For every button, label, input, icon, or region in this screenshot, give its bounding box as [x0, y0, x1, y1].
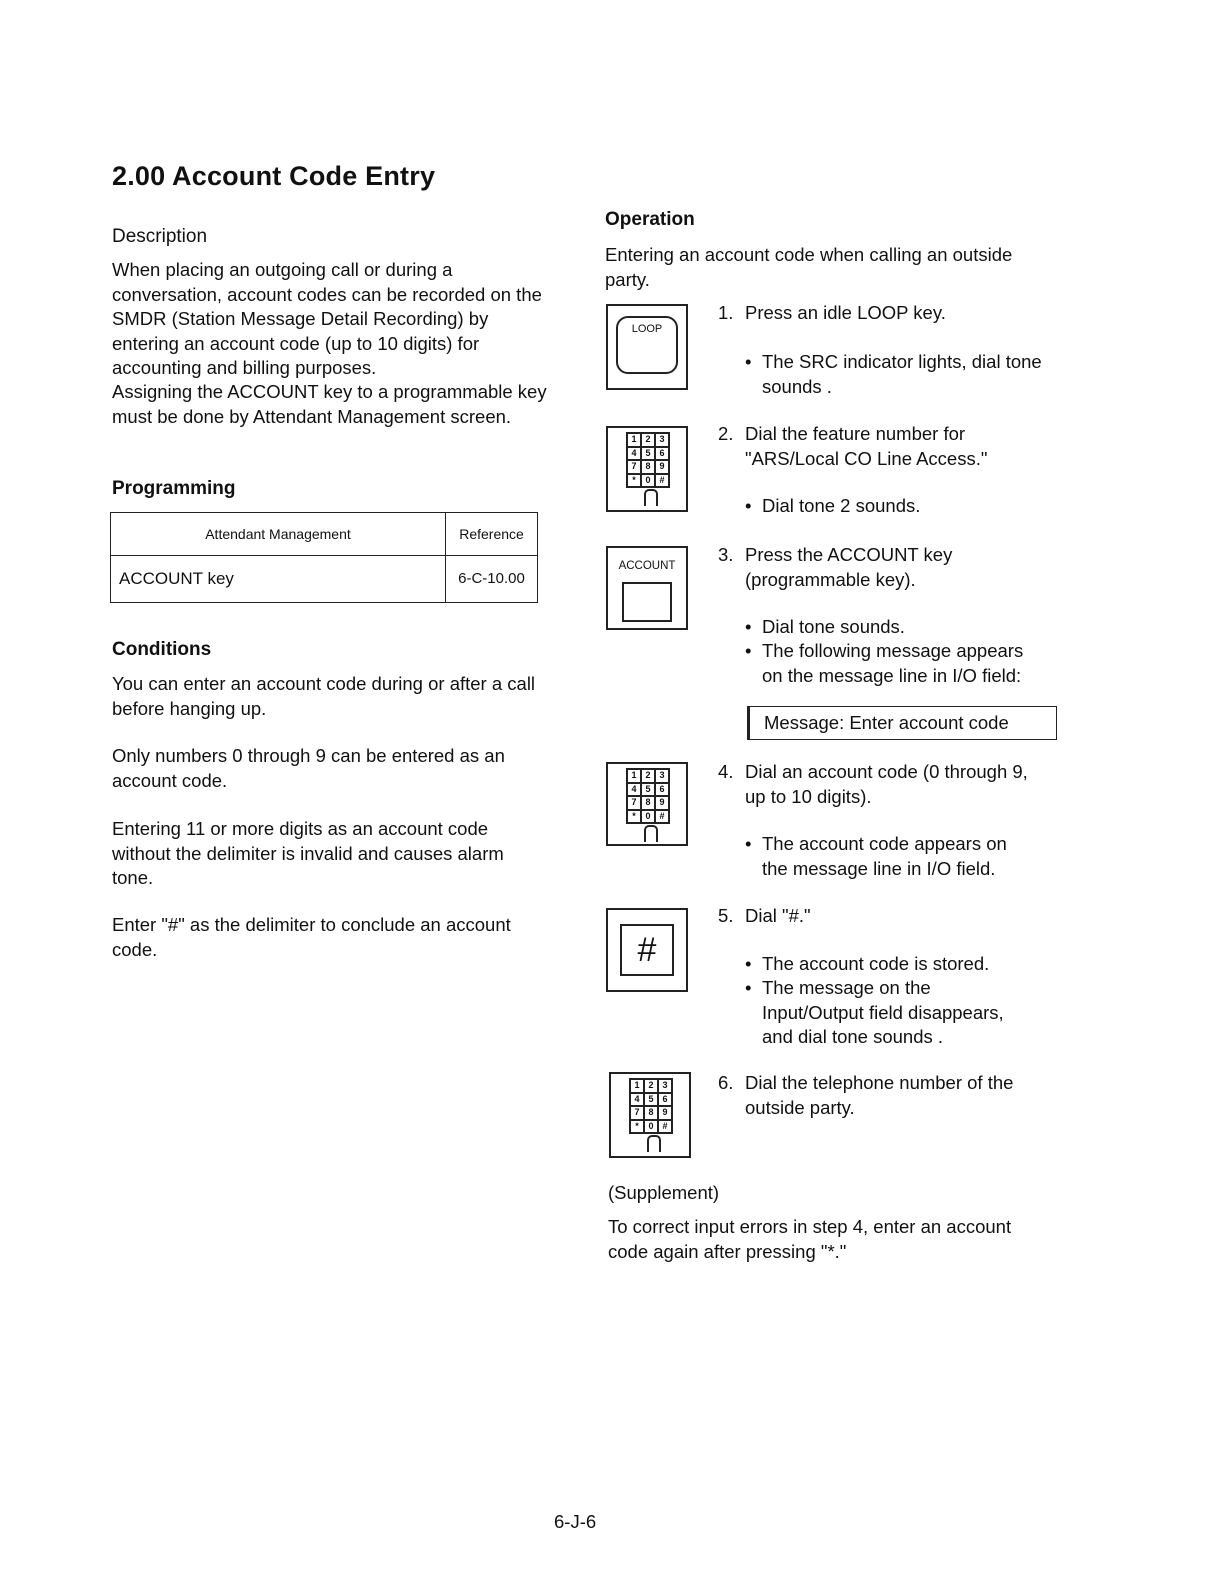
programming-heading: Programming	[112, 478, 236, 499]
keypad-key: 9	[659, 1107, 671, 1119]
page-number: 6-J-6	[554, 1511, 597, 1532]
keypad-icon	[609, 1072, 691, 1158]
keypad-key: 6	[656, 448, 668, 460]
keypad-key: *	[628, 475, 640, 487]
keypad-key: #	[656, 475, 668, 487]
page-title: 2.00 Account Code Entry	[112, 161, 436, 191]
bullet: • The SRC indicator lights, dial tone sounds .	[745, 351, 1042, 397]
keypad-key: 8	[642, 461, 654, 473]
keypad-icon	[606, 426, 688, 512]
operation-heading: Operation	[605, 209, 695, 230]
keypad-key: 2	[642, 434, 654, 446]
keypad-key: *	[628, 811, 640, 823]
supplement-label: (Supplement)	[608, 1182, 720, 1203]
condition-paragraph: You can enter an account code during or after a call before hanging up.	[112, 673, 536, 719]
keypad-key: 6	[659, 1094, 671, 1106]
message-box: Message: Enter account code	[747, 706, 1057, 740]
hash-key-icon: #	[606, 908, 688, 992]
bullet: • Dial tone 2 sounds.	[745, 495, 921, 516]
keypad-key: 8	[645, 1107, 657, 1119]
step-5: 5. Dial "#."	[718, 905, 811, 926]
keypad-key: 6	[656, 784, 668, 796]
operation-intro: Entering an account code when calling an outside party.	[605, 244, 1013, 290]
bullet: • Dial tone sounds.	[745, 616, 905, 637]
keypad-key: #	[659, 1121, 671, 1133]
keypad-key: 9	[656, 461, 668, 473]
condition-paragraph: Enter "#" as the delimiter to conclude an account code.	[112, 914, 511, 960]
description-text: When placing an outgoing call or during a conversation, account codes can be recorded on the SMDR (Station Message Detail Recording) by entering an account code (up to 10 digits) for accounting and billing purposes.	[112, 259, 542, 378]
keypad-key: 2	[645, 1080, 657, 1092]
programming-table	[110, 512, 538, 603]
keypad-key: 8	[642, 797, 654, 809]
bullet: • The message on the Input/Output field disappears, and dial tone sounds .	[745, 977, 1004, 1047]
table-header: Attendant Management	[111, 513, 446, 556]
supplement-text: To correct input errors in step 4, enter an account code again after pressing "*."	[608, 1216, 1012, 1262]
step-6: 6. Dial the telephone number of the outside party.	[718, 1072, 1014, 1118]
table-cell: 6-C-10.00	[446, 556, 538, 603]
keypad-key: 5	[642, 784, 654, 796]
description-text-2: Assigning the ACCOUNT key to a programmable key must be done by Attendant Management screen.	[112, 381, 547, 427]
keypad-key: 4	[631, 1094, 643, 1106]
keypad-key: #	[656, 811, 668, 823]
keypad-key: 1	[628, 770, 640, 782]
keypad-key: 1	[628, 434, 640, 446]
keypad-key: 7	[628, 797, 640, 809]
condition-paragraph: Entering 11 or more digits as an account code without the delimiter is invalid and causes alarm tone.	[112, 818, 504, 888]
keypad-key: 1	[631, 1080, 643, 1092]
keypad-key: 0	[642, 811, 654, 823]
step-2: 2. Dial the feature number for "ARS/Local CO Line Access."	[718, 423, 988, 469]
table-header: Reference	[446, 513, 538, 556]
keypad-key: 3	[659, 1080, 671, 1092]
step-4: 4. Dial an account code (0 through 9, up to 10 digits).	[718, 761, 1028, 807]
keypad-key: 0	[645, 1121, 657, 1133]
step-1: 1. Press an idle LOOP key.	[718, 302, 946, 323]
keypad-key: 0	[642, 475, 654, 487]
keypad-key: 3	[656, 434, 668, 446]
finger-icon	[647, 1135, 661, 1152]
conditions-heading: Conditions	[112, 639, 212, 660]
keypad-icon	[606, 762, 688, 846]
keypad-key: 7	[628, 461, 640, 473]
keypad-key: 5	[645, 1094, 657, 1106]
table-cell: ACCOUNT key	[111, 556, 446, 603]
description-heading: Description	[112, 226, 208, 247]
keypad-key: 9	[656, 797, 668, 809]
keypad-key: 2	[642, 770, 654, 782]
bullet: • The following message appears on the message line in I/O field:	[745, 640, 1024, 686]
finger-icon	[644, 489, 658, 506]
keypad-key: 7	[631, 1107, 643, 1119]
bullet: • The account code is stored.	[745, 953, 990, 974]
keypad-key: *	[631, 1121, 643, 1133]
loop-key-icon: LOOP	[606, 304, 688, 390]
keypad-key: 3	[656, 770, 668, 782]
condition-paragraph: Only numbers 0 through 9 can be entered as an account code.	[112, 745, 505, 791]
account-key-icon: ACCOUNT	[606, 546, 688, 630]
keypad-key: 4	[628, 448, 640, 460]
step-3: 3. Press the ACCOUNT key (programmable key).	[718, 544, 953, 590]
keypad-key: 5	[642, 448, 654, 460]
bullet: • The account code appears on the message line in I/O field.	[745, 833, 1007, 879]
finger-icon	[644, 825, 658, 842]
keypad-key: 4	[628, 784, 640, 796]
